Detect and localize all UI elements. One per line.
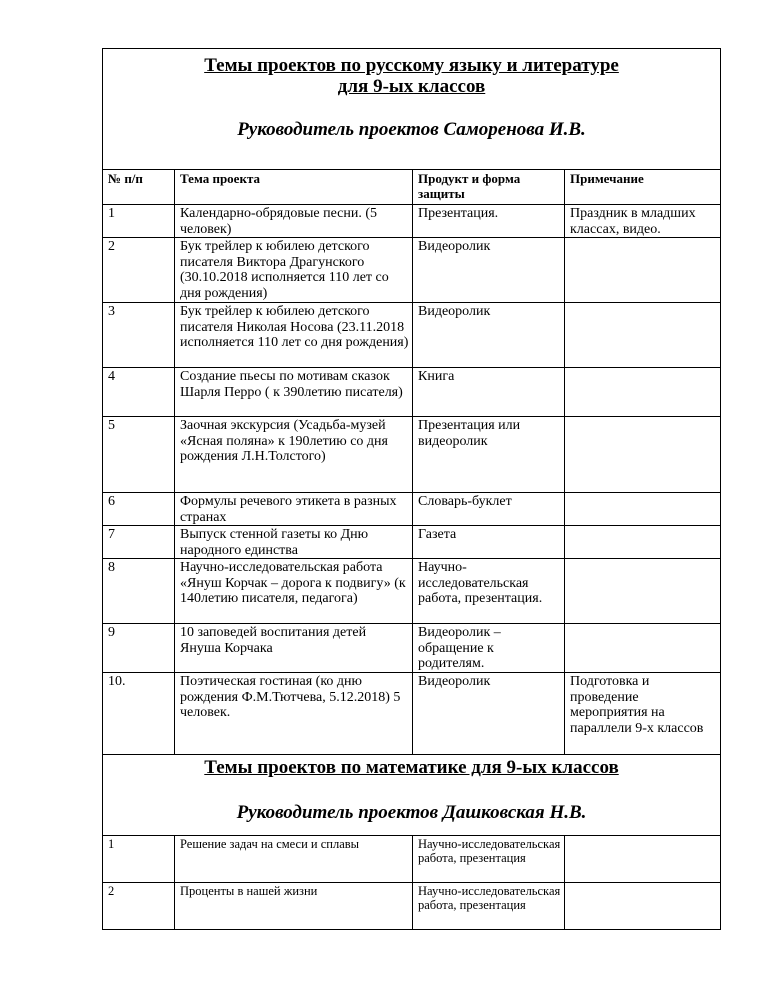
row-topic: Проценты в нашей жизни [175, 883, 413, 930]
row-note [565, 417, 721, 493]
table-row [103, 205, 721, 238]
row-product: Видеоролик [413, 303, 565, 368]
table-row [103, 624, 721, 673]
section2-title-cell [103, 755, 721, 836]
row-topic: Создание пьесы по мотивам сказок Шарля Перро ( к 390летию писателя) [175, 368, 413, 417]
row-note: Подготовка и проведение мероприятия на параллели 9-х классов [565, 673, 721, 755]
row-product: Научно-исследовательская работа, презентация [413, 883, 565, 930]
row-num: 1 [103, 836, 175, 883]
section1-leader: Руководитель проектов Саморенова И.В. [237, 119, 586, 140]
row-product: Презентация или видеоролик [413, 417, 565, 493]
row-product: Видеоролик – обращение к родителям. [413, 624, 565, 673]
row-product: Газета [413, 526, 565, 559]
row-product: Научно-исследовательская работа, презентация [413, 836, 565, 883]
section2-title: Темы проектов по математике для 9-ых классов [204, 757, 619, 778]
header-row [103, 170, 721, 205]
row-product: Словарь-буклет [413, 493, 565, 526]
row-num: 9 [103, 624, 175, 673]
section2-leader: Руководитель проектов Дашковская Н.В. [236, 802, 587, 823]
section1-title-line2: для 9-ых классов [337, 76, 486, 97]
row-topic: Календарно-обрядовые песни. (5 человек) [175, 205, 413, 238]
section2-title-row [103, 755, 721, 836]
row-num: 7 [103, 526, 175, 559]
row-product: Научно-исследовательская работа, презентация. [413, 559, 565, 624]
row-product: Книга [413, 368, 565, 417]
row-topic: Научно-исследовательская работа «Януш Корчак – дорога к подвигу» (к 140летию писателя, педагога) [175, 559, 413, 624]
table-row [103, 417, 721, 493]
row-num: 5 [103, 417, 175, 493]
header-num: № п/п [103, 170, 175, 205]
row-topic: Решение задач на смеси и сплавы [175, 836, 413, 883]
section1-title-row [103, 49, 721, 170]
row-note: Праздник в младших классах, видео. [565, 205, 721, 238]
row-note [565, 559, 721, 624]
row-num: 2 [103, 238, 175, 303]
row-product: Презентация. [413, 205, 565, 238]
header-product: Продукт и форма защиты [413, 170, 565, 205]
table-row [103, 493, 721, 526]
row-num: 10. [103, 673, 175, 755]
row-note [565, 238, 721, 303]
table-row [103, 559, 721, 624]
row-topic: Поэтическая гостиная (ко дню рождения Ф.М.Тютчева, 5.12.2018) 5 человек. [175, 673, 413, 755]
row-note [565, 368, 721, 417]
table-row [103, 368, 721, 417]
row-num: 6 [103, 493, 175, 526]
row-num: 4 [103, 368, 175, 417]
row-topic: Бук трейлер к юбилею детского писателя Виктора Драгунского (30.10.2018 исполняется 110 лет со дня рождения) [175, 238, 413, 303]
row-num: 2 [103, 883, 175, 930]
row-note [565, 624, 721, 673]
row-topic: 10 заповедей воспитания детей Януша Корчака [175, 624, 413, 673]
row-topic: Бук трейлер к юбилею детского писателя Николая Носова (23.11.2018 исполняется 110 лет со дня рождения) [175, 303, 413, 368]
row-note [565, 883, 721, 930]
row-topic: Формулы речевого этикета в разных странах [175, 493, 413, 526]
row-note [565, 836, 721, 883]
header-topic: Тема проекта [175, 170, 413, 205]
row-product: Видеоролик [413, 673, 565, 755]
row-note [565, 526, 721, 559]
table-row [103, 883, 721, 930]
row-num: 8 [103, 559, 175, 624]
row-num: 3 [103, 303, 175, 368]
row-topic: Выпуск стенной газеты ко Дню народного единства [175, 526, 413, 559]
table-row [103, 303, 721, 368]
table-row [103, 238, 721, 303]
table-row [103, 526, 721, 559]
table-row [103, 836, 721, 883]
table-row [103, 673, 721, 755]
header-note: Примечание [565, 170, 721, 205]
projects-table [102, 48, 721, 930]
row-topic: Заочная экскурсия (Усадьба-музей «Ясная поляна» к 190летию со дня рождения Л.Н.Толстого) [175, 417, 413, 493]
row-product: Видеоролик [413, 238, 565, 303]
row-num: 1 [103, 205, 175, 238]
section1-title-cell [103, 49, 721, 170]
row-note [565, 303, 721, 368]
row-note [565, 493, 721, 526]
section1-title-line1: Темы проектов по русскому языку и литературе [204, 55, 619, 76]
document-page [102, 48, 720, 930]
